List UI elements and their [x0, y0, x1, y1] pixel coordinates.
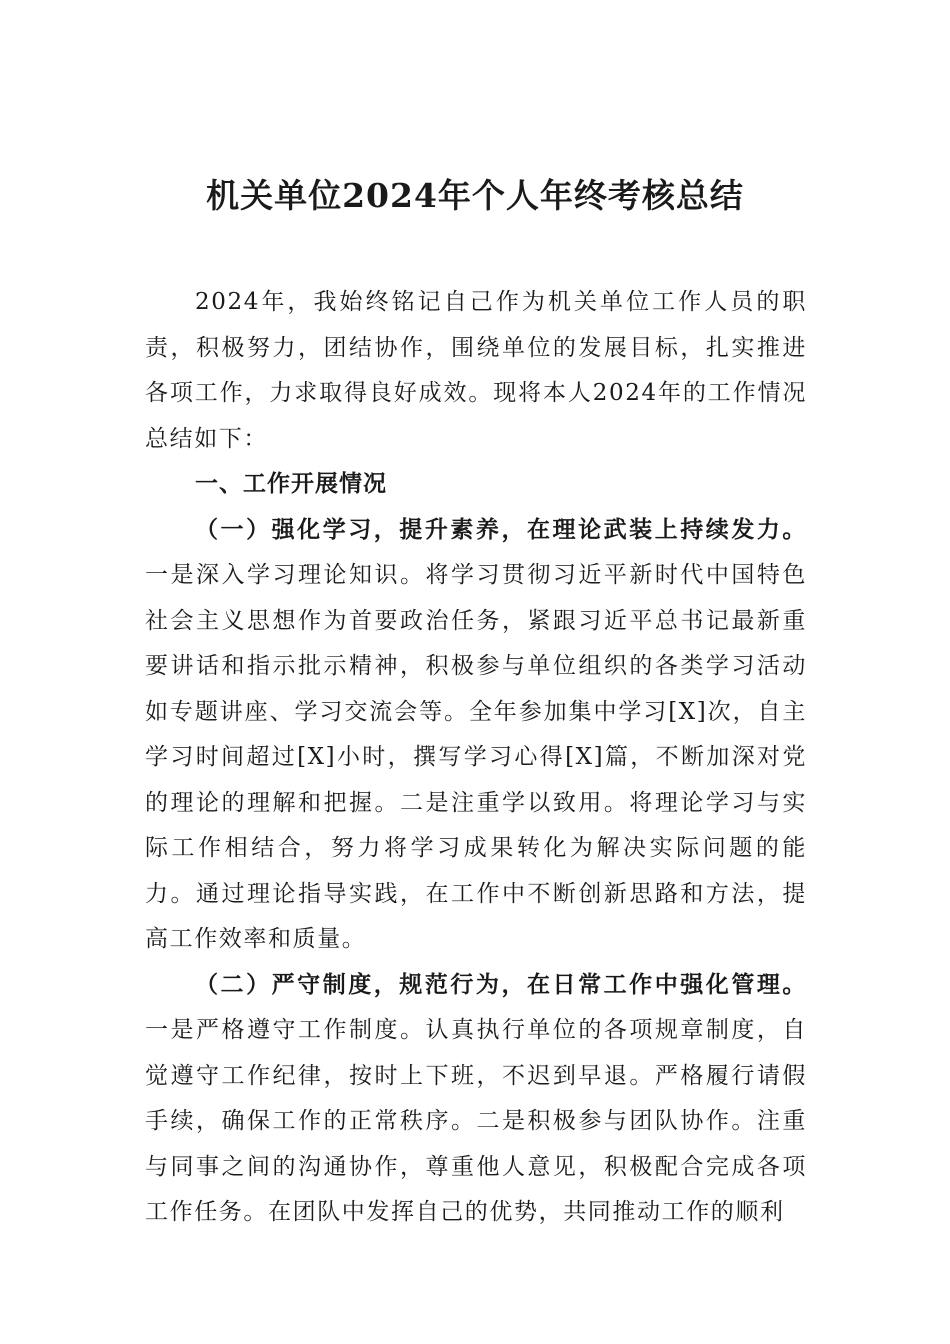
item-subheading: （一）强化学习，提升素养，在理论武装上持续发力。 — [195, 516, 807, 543]
section-heading: 一、工作开展情况 — [195, 471, 387, 497]
item-body-text: 一是深入学习理论知识。将学习贯彻习近平新时代中国特色社会主义思想作为首要政治任务，紧跟习近平总书记最新重要讲话和指示批示精神，积极参与单位组织的各类学习活动如专题讲座、学习交流会等。全年参加集中学习[X]次，自主学习时间超过[X]小时，撰写学习心得[X]篇，不断加深对党的理论的理解和把握。二是注重学以致用。将理论学习与实际工作相结合，努力将学习成果转化为解决实际问题的能力。通过理论指导实践，在工作中不断创新思路和方法，提高工作效率和质量。 — [145, 562, 807, 952]
section-item-paragraph — [145, 508, 807, 963]
intro-paragraph: 2024年，我始终铭记自己作为机关单位工作人员的职责，积极努力，团结协作，围绕单位的发展目标，扎实推进各项工作，力求取得良好成效。现将本人2024年的工作情况总结如下： — [145, 289, 807, 452]
section-item-paragraph — [145, 963, 807, 1236]
item-body-text: 一是严格遵守工作制度。认真执行单位的各项规章制度，自觉遵守工作纪律，按时上下班，不迟到早退。严格履行请假手续，确保工作的正常秩序。二是积极参与团队协作。注重与同事之间的沟通协作，尊重他人意见，积极配合完成各项工作任务。在团队中发挥自己的优势，共同推动工作的顺利 — [145, 1017, 807, 1225]
document-body — [145, 280, 807, 1236]
document-title: 机关单位2024年个人年终考核总结 — [206, 176, 744, 215]
item-subheading: （二）严守制度，规范行为，在日常工作中强化管理。 — [195, 971, 807, 998]
